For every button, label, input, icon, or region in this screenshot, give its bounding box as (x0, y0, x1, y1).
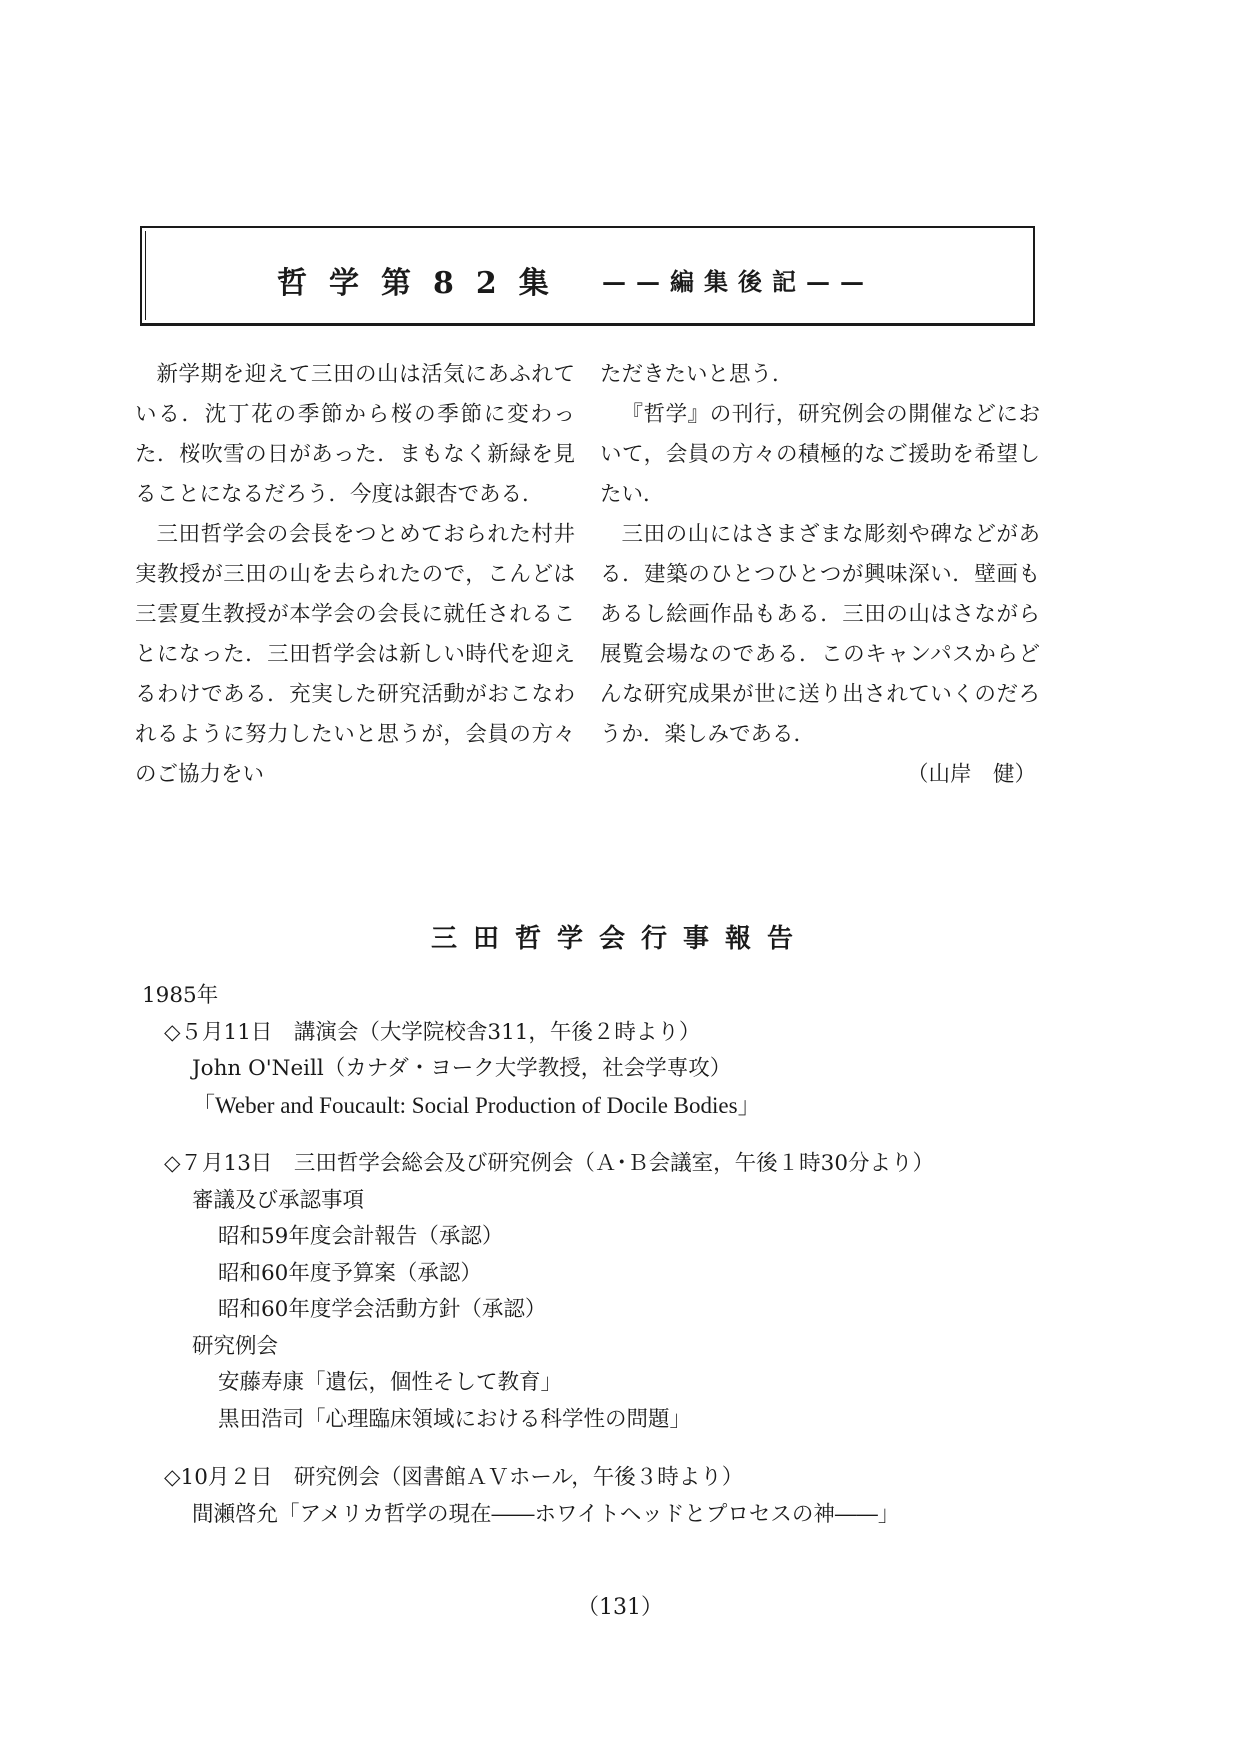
author-signature: （山岸 健） (906, 762, 1036, 787)
event-speaker: John O'Neill（カナダ・ヨーク大学教授，社会学専攻） (192, 1056, 732, 1081)
report-year: 1985年 (142, 983, 219, 1008)
event-entry (142, 1460, 1022, 1533)
agenda-label: 審議及び承認事項 (192, 1187, 365, 1213)
event-entry (142, 1146, 1022, 1438)
postscript-left-column (135, 355, 575, 795)
event-speaker: 間瀬啓允「アメリカ哲学の現在――ホワイトヘッドとプロセスの神――」 (192, 1501, 900, 1527)
event-talk-title: 「Weber and Foucault: Social Production of Docile Bodies」 (192, 1092, 761, 1118)
postscript-paragraph: 三田哲学会の会長をつとめておられた村井実教授が三田の山を去られたので，こんどは三雲夏生教授が本学会の会長に就任されることになった．三田哲学会は新しい時代を迎えるわけである．充実した研究活動がおこなわれるように努力したいと思うが，会員の方々のご協力をい (135, 522, 575, 787)
postscript-paragraph: 新学期を迎えて三田の山は活気にあふれている．沈丁花の季節から桜の季節に変わった．桜吹雪の日があった．まもなく新緑を見ることになるだろう．今度は銀杏である． (135, 362, 575, 507)
report-title: 三田哲学会行事報告 (430, 924, 809, 954)
event-heading: ◇７月13日 三田哲学会総会及び研究例会（Ａ･Ｂ会議室，午後１時30分より） (164, 1151, 935, 1176)
postscript-continuation: ただきたいと思う． (600, 362, 794, 387)
event-entry (142, 1015, 1022, 1125)
journal-title: 哲学第82集 (277, 266, 571, 301)
editorial-header-box (140, 226, 1035, 326)
research-label: 研究例会 (192, 1333, 279, 1359)
page-number: （131） (577, 1595, 663, 1620)
research-item: 安藤寿康「遺伝，個性そして教育」 (218, 1370, 563, 1395)
event-heading: ◇５月11日 講演会（大学院校舎311，午後２時より） (164, 1019, 701, 1045)
editorial-subtitle: ——編集後記—— (602, 267, 874, 296)
postscript-right-column (600, 355, 1040, 795)
postscript-paragraph: 『哲学』の刊行，研究例会の開催などにおいて，会員の方々の積極的なご援助を希望したい． (600, 402, 1040, 507)
agenda-item: 昭和60年度予算案（承認） (218, 1260, 482, 1286)
agenda-item: 昭和60年度学会活動方針（承認） (218, 1297, 547, 1322)
event-heading: ◇10月２日 研究例会（図書館ＡＶホール，午後３時より） (164, 1465, 744, 1490)
event-report (142, 978, 1022, 1533)
agenda-item: 昭和59年度会計報告（承認） (218, 1224, 504, 1249)
research-item: 黒田浩司「心理臨床領域における科学性の問題」 (218, 1406, 692, 1432)
postscript-paragraph: 三田の山にはさまざまな彫刻や碑などがある．建築のひとつひとつが興味深い．壁画もあるし絵画作品もある．三田の山はさながら展覧会場なのである．このキャンパスからどんな研究成果が世に送り出されていくのだろうか．楽しみである． (600, 522, 1040, 747)
